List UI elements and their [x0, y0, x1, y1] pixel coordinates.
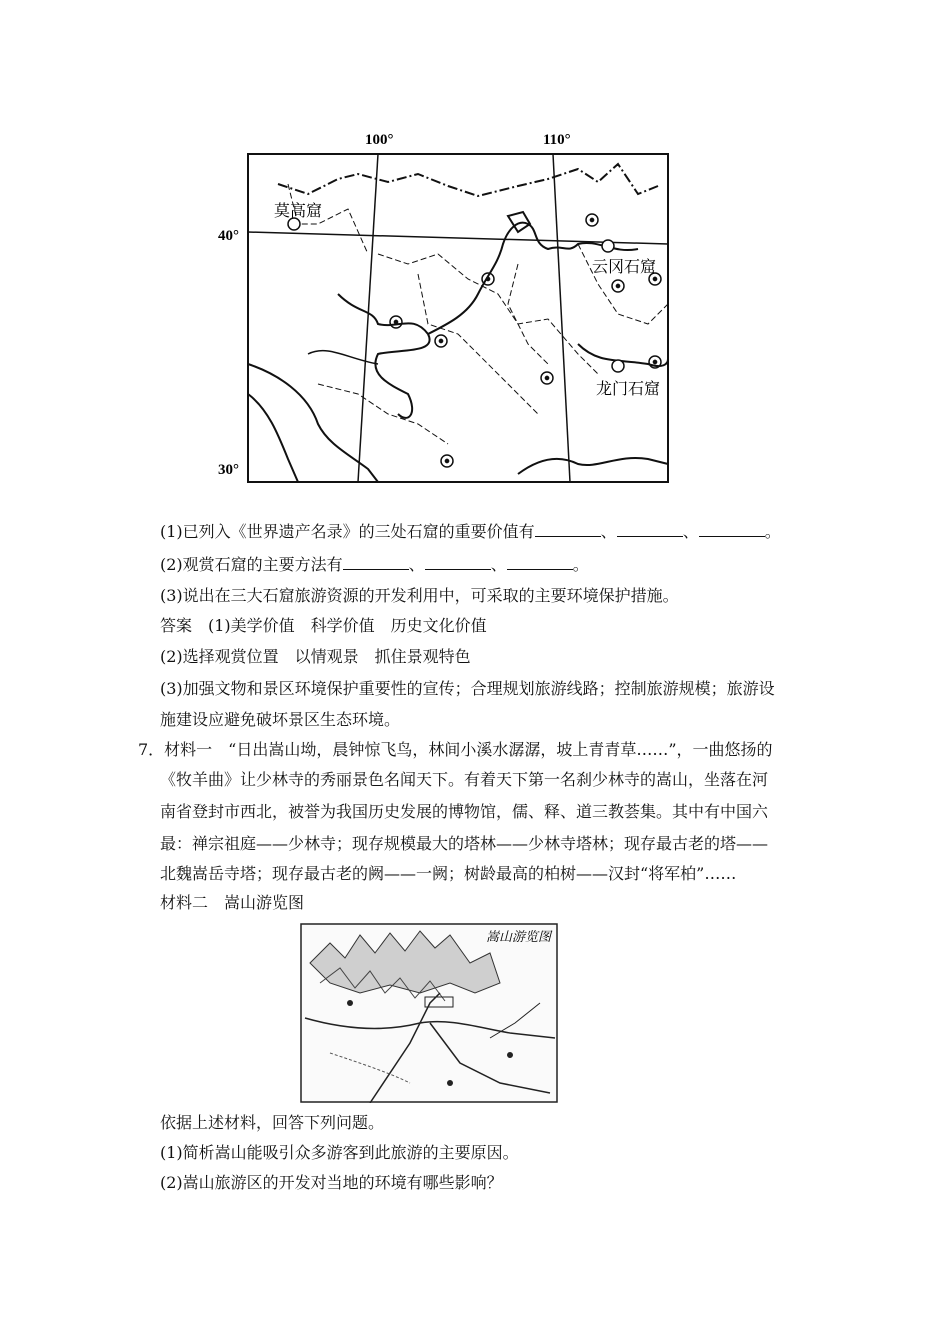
lon-label-110: 110° — [543, 132, 571, 148]
answer-blank[interactable] — [425, 555, 491, 570]
songshan-tour-map — [300, 923, 558, 1103]
place-longmen: 龙门石窟 — [596, 379, 661, 398]
answer-3-line2: 施建设应避免破坏景区生态环境。 — [160, 710, 401, 729]
answer-2: (2)选择观赏位置 以情观景 抓住景观特色 — [160, 647, 471, 666]
answer-1: 答案 (1)美学价值 科学价值 历史文化价值 — [160, 616, 487, 635]
q7-line2: 《牧羊曲》让少林寺的秀丽景色名闻天下。有着天下第一名刹少林寺的嵩山，坐落在河 — [160, 770, 769, 789]
prompt-line: 依据上述材料，回答下列问题。 — [160, 1113, 385, 1132]
answer-blank[interactable] — [535, 522, 601, 537]
q7-line1: 7．材料一 “日出嵩山坳，晨钟惊飞鸟，林间小溪水潺潺，坡上青青草……”，一曲悠扬的 — [138, 740, 773, 759]
answer-blank[interactable] — [699, 522, 765, 537]
question-3: (3)说出在三大石窟旅游资源的开发利用中，可采取的主要环境保护措施。 — [160, 586, 679, 605]
lon-label-100: 100° — [365, 132, 394, 148]
answer-blank[interactable] — [617, 522, 683, 537]
lat-label-40: 40° — [218, 228, 239, 244]
answer-blank[interactable] — [343, 555, 409, 570]
question-1: (1)已列入《世界遗产名录》的三处石窟的重要价值有 、 、 。 — [160, 522, 781, 541]
sub-question-1: (1)简析嵩山能吸引众多游客到此旅游的主要原因。 — [160, 1143, 519, 1162]
answer-blank[interactable] — [507, 555, 573, 570]
q7-line3: 南省登封市西北，被誉为我国历史发展的博物馆，儒、释、道三教荟集。其中有中国六 — [160, 802, 769, 821]
answer-3-line1: (3)加强文物和景区环境保护重要性的宣传；合理规划旅游线路；控制旅游规模；旅游设 — [160, 679, 775, 698]
map2-title: 嵩山游览图 — [486, 930, 552, 945]
grottoes-map — [218, 124, 688, 486]
q7-line4: 最：禅宗祖庭——少林寺；现存规模最大的塔林——少林寺塔林；现存最古老的塔—— — [160, 834, 769, 853]
question-2: (2)观赏石窟的主要方法有 、 、 。 — [160, 555, 589, 574]
sub-question-2: (2)嵩山旅游区的开发对当地的环境有哪些影响？ — [160, 1173, 503, 1192]
place-mogao: 莫高窟 — [274, 201, 323, 220]
place-yungang: 云冈石窟 — [592, 257, 657, 276]
material-2-label: 材料二 嵩山游览图 — [160, 893, 305, 912]
q7-line5: 北魏嵩岳寺塔；现存最古老的阙——一阙；树龄最高的柏树——汉封“将军柏”…… — [160, 864, 737, 883]
lat-label-30: 30° — [218, 462, 239, 478]
